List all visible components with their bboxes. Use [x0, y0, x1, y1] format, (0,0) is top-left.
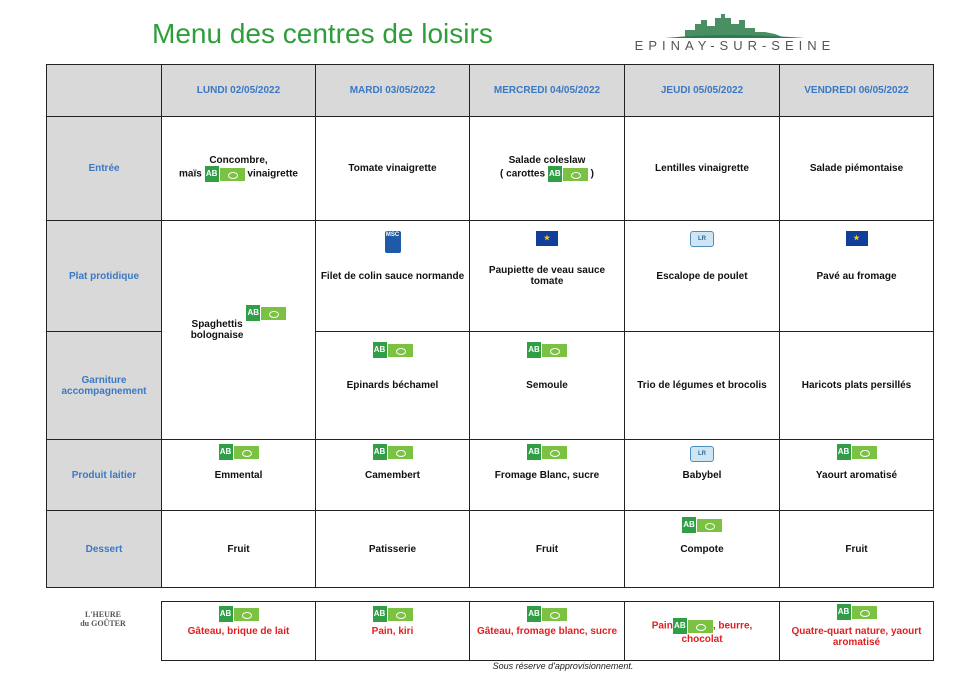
organic-ab-icon: AB	[527, 444, 567, 460]
day-header-mardi: MARDI 03/05/2022	[316, 65, 470, 117]
row-label-dessert: Dessert	[47, 511, 162, 588]
gouter-mercredi	[470, 602, 625, 661]
organic-ab-icon: AB	[219, 444, 259, 460]
heure-logo-line2: du GOÛTER	[80, 619, 126, 628]
dessert-jeudi-text: Compote	[680, 543, 724, 555]
organic-ab-icon: AB	[527, 606, 567, 622]
garniture-mercredi-text: Semoule	[526, 380, 568, 391]
plat-jeudi	[625, 221, 780, 332]
menu-table	[46, 64, 934, 588]
plat-lundi-line1: Spaghettis	[191, 319, 243, 330]
city-logo	[625, 14, 845, 58]
footnote: Sous réserve d'approvisionnement.	[492, 661, 634, 671]
corner-cell	[47, 65, 162, 117]
label-rouge-icon: LR	[690, 231, 714, 247]
logo-text: EPINAY-SUR-SEINE	[634, 38, 836, 53]
row-label-garniture: Garniture accompagnement	[47, 332, 162, 440]
garniture-mercredi	[470, 332, 625, 440]
laitier-jeudi-text: Babybel	[682, 469, 722, 481]
entree-lundi	[162, 117, 316, 221]
plat-lundi-line2: bolognaise	[190, 330, 244, 341]
plat-mercredi-text: Paupiette de veau sauce tomate	[488, 265, 606, 287]
entree-mardi: Tomate vinaigrette	[316, 117, 470, 221]
plat-vendredi	[780, 221, 934, 332]
day-header-mercredi: MERCREDI 04/05/2022	[470, 65, 625, 117]
laitier-mardi	[316, 440, 470, 511]
plat-mercredi	[470, 221, 625, 332]
gouter-jeudi-pain: Pain	[651, 620, 673, 632]
garniture-jeudi: Trio de légumes et brocolis	[625, 332, 780, 440]
plat-vendredi-text: Pavé au fromage	[816, 270, 897, 282]
entree-mercredi	[470, 117, 625, 221]
row-label-plat: Plat protidique	[47, 221, 162, 332]
entree-lundi-mais: maïs	[179, 168, 202, 180]
row-label-entree: Entrée	[47, 117, 162, 221]
eu-flag-icon: ★	[536, 231, 558, 246]
gouter-lundi-text: Gâteau, brique de lait	[187, 625, 290, 637]
organic-ab-icon: AB	[527, 342, 567, 358]
dessert-mardi: Patisserie	[316, 511, 470, 588]
plat-mardi-text: Filet de colin sauce normande	[320, 270, 465, 282]
gouter-jeudi	[625, 602, 780, 661]
dessert-mercredi: Fruit	[470, 511, 625, 588]
entree-mercredi-line2	[474, 166, 620, 182]
organic-ab-icon: AB	[548, 166, 588, 182]
gouter-jeudi-rest: , beurre, chocolat	[681, 620, 753, 645]
garniture-vendredi: Haricots plats persillés	[780, 332, 934, 440]
organic-ab-icon: AB	[205, 166, 245, 182]
laitier-mercredi-text: Fromage Blanc, sucre	[494, 469, 600, 481]
entree-mercredi-carottes: ( carottes	[500, 168, 546, 180]
gouter-vendredi	[780, 602, 934, 661]
dessert-jeudi	[625, 511, 780, 588]
gouter-mardi-text: Pain, kiri	[371, 625, 414, 637]
row-label-laitier: Produit laitier	[47, 440, 162, 511]
laitier-lundi	[162, 440, 316, 511]
msc-icon: MSC	[385, 231, 401, 253]
page-title: Menu des centres de loisirs	[152, 18, 493, 49]
garniture-mardi	[316, 332, 470, 440]
dessert-lundi: Fruit	[162, 511, 316, 588]
day-header-vendredi: VENDREDI 06/05/2022	[780, 65, 934, 117]
eu-flag-icon: ★	[846, 231, 868, 246]
laitier-jeudi	[625, 440, 780, 511]
gouter-mercredi-text: Gâteau, fromage blanc, sucre	[476, 625, 618, 637]
gouter-lundi	[162, 602, 316, 661]
organic-ab-icon: AB	[373, 444, 413, 460]
plat-lundi	[162, 221, 316, 440]
entree-mercredi-close: )	[590, 168, 594, 180]
plat-row	[47, 221, 934, 332]
laitier-vendredi-text: Yaourt aromatisé	[815, 469, 898, 481]
gouter-mardi	[316, 602, 470, 661]
laitier-row	[47, 440, 934, 511]
organic-ab-icon: AB	[219, 606, 259, 622]
organic-ab-icon: AB	[373, 342, 413, 358]
organic-ab-icon: AB	[673, 618, 713, 634]
garniture-mardi-text: Epinards béchamel	[346, 380, 439, 391]
plat-lundi-text	[191, 319, 244, 341]
entree-vendredi: Salade piémontaise	[780, 117, 934, 221]
entree-row	[47, 117, 934, 221]
laitier-lundi-text: Emmental	[214, 469, 263, 481]
babybel-icon: LR	[690, 446, 714, 462]
day-header-lundi: LUNDI 02/05/2022	[162, 65, 316, 117]
plat-jeudi-text: Escalope de poulet	[656, 270, 748, 282]
plat-mardi	[316, 221, 470, 332]
organic-ab-icon: AB	[246, 305, 286, 321]
dessert-row	[47, 511, 934, 588]
heure-du-gouter-logo	[78, 610, 128, 632]
laitier-vendredi	[780, 440, 934, 511]
organic-ab-icon: AB	[837, 604, 877, 620]
entree-lundi-line1: Concombre,	[209, 155, 268, 166]
laitier-mercredi	[470, 440, 625, 511]
gouter-table	[161, 601, 934, 661]
laitier-mardi-text: Camembert	[364, 469, 421, 481]
gouter-vendredi-text: Quatre-quart nature, yaourt aromatisé	[791, 626, 922, 648]
heure-logo-line1: L'HEURE	[84, 610, 121, 619]
entree-jeudi: Lentilles vinaigrette	[625, 117, 780, 221]
organic-ab-icon: AB	[682, 517, 722, 533]
skyline-icon	[625, 14, 845, 40]
entree-lundi-vinaigrette: vinaigrette	[247, 168, 298, 180]
organic-ab-icon: AB	[837, 444, 877, 460]
day-header-jeudi: JEUDI 05/05/2022	[625, 65, 780, 117]
entree-lundi-line2	[166, 166, 311, 182]
organic-ab-icon: AB	[373, 606, 413, 622]
entree-mercredi-line1: Salade coleslaw	[508, 155, 586, 166]
header-row	[47, 65, 934, 117]
dessert-vendredi: Fruit	[780, 511, 934, 588]
gouter-row	[162, 602, 934, 661]
